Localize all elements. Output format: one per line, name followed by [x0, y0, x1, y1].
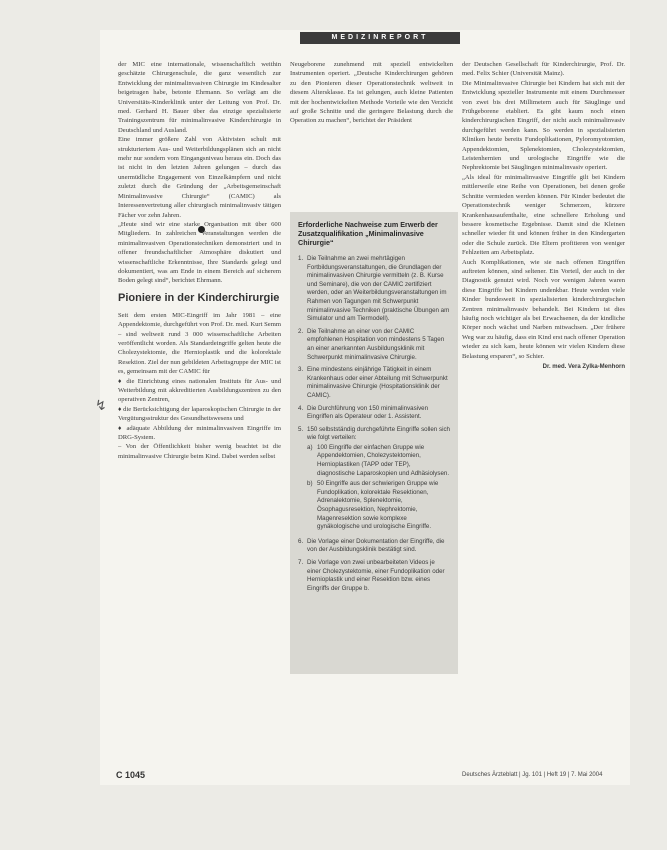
handwritten-mark: ↯	[95, 398, 107, 414]
item-text: Die Vorlage von zwei unbearbeiteten Videos je einer Cholezystektomie, einer Fundoplikation oder Hernioplastik und einer Resektion bzw. eines Eingriffs der Gruppe b.	[307, 559, 445, 592]
item-text: Eine mindestens einjährige Tätigkeit in einem Krankenhaus oder einer Abteilung mit Schwerpunkt minimalinvasive Chirurgie (Hospitationsklinik der CAMIC).	[307, 366, 448, 399]
list-item	[298, 559, 450, 593]
sub-item-text: 100 Eingriffe der einfachen Gruppe wie Appendektomien, Cholezystektomien, Hernioplastiken (TAPP oder TEP), diagnostische Laparoskopien und Adhäsiolysen.	[317, 443, 450, 477]
sub-item-letter: b)	[307, 480, 313, 488]
item-text: Die Durchführung von 150 minimalinvasiven Eingriffen als Operateur oder 1. Assistent.	[307, 404, 429, 421]
item-text: Die Vorlage einer Dokumentation der Eingriffe, die von der Ausbildungsklinik bestätigt sind.	[307, 537, 445, 554]
bullet-item: ♦ die Einrichtung eines nationalen Instituts für Aus- und Weiterbildung mit akkreditierten Ausbildungszentren zu den operativen Zentren,	[118, 377, 281, 404]
paragraph: „Als ideal für minimalinvasive Eingriffe gilt bei Kindern mittlerweile eine Reihe von Operationen, bei denen große Schnitte vermieden werden können. Für Kinder bedeutet die Operationstechnik weniger Schmerzen, kürzere Krankenhausaufenthalte, eine schnellere Erholung und bessere kosmetische Ergebnisse. Damit sind die Kleinen schneller wieder fit und können früher in den Kindergarten oder die Schule zurück. Die Eltern profitieren von weniger Fehlzeiten am Arbeitsplatz.	[462, 173, 625, 257]
sub-item	[307, 480, 450, 532]
paragraph: Seit dem ersten MIC-Eingriff im Jahr 1981 – eine Appendektomie, durchgeführt von Prof. Dr. med. Kurt Semm – sind weltweit rund 3 000 wissenschaftliche Arbeiten veröffentlicht worden. Als Standardeingriffe gelten heute die Cholezystektomie, die Hernioplastik und die kolorektale Resektion. Ziel der nun gebildeten Arbeitsgruppe der MIC ist es, gemeinsam mit der CAMIC für	[118, 311, 281, 376]
sub-item-letter: a)	[307, 443, 313, 451]
item-text: Die Teilnahme an zwei mehrtägigen Fortbildungsveranstaltungen, die Grundlagen der minimalinvasiven Chirurgie vermitteln (z. B. Kurse und Seminare), die von der CAMIC zertifiziert werden, oder an Weiterbildungsveranstaltungen im Rahmen von Tagungen mit Schwerpunkt minimalinvasive Techniken (praktische Übungen am Simulator und am Tiermodell).	[307, 255, 450, 323]
column-1	[118, 60, 281, 780]
bullet-item: ♦ adäquate Abbildung der minimalinvasiven Eingriffe im DRG-System.	[118, 424, 281, 442]
item-text: 150 selbstständig durchgeführte Eingriffe sollen sich wie folgt verteilen:	[307, 425, 450, 442]
item-number: 5.	[298, 425, 304, 433]
section-heading: Pioniere in der Kinderchirurgie	[118, 291, 280, 304]
list-item	[298, 366, 450, 400]
requirements-list	[298, 255, 450, 593]
sub-item-text: 50 Eingriffe aus der schwierigen Gruppe wie Fundoplikation, kolorektale Resektionen, Adrenalektomie, Splenektomie, Ösophagusresektion, Nephrektomie, Magenresektion sowie komplexe gynäkologische und urologische Eingriffe.	[317, 480, 439, 531]
list-item	[298, 328, 450, 362]
bullet-item: ♦ die Berücksichtigung der laparoskopischen Chirurgie in der Vergütungsstruktur des Gesundheitswesens und	[118, 405, 281, 423]
journal-citation: Deutsches Ärzteblatt | Jg. 101 | Heft 19 | 7. Mai 2004	[462, 772, 603, 778]
list-item	[298, 255, 450, 324]
sub-item	[307, 444, 450, 478]
paragraph: Die Minimalinvasive Chirurgie bei Kindern hat sich mit der Entwicklung spezieller Instrumente mit einem Durchmesser von zwei bis drei Millimetern auch für Säuglinge und Frühgeborene etabliert. Es gibt kaum noch einen kinderchirurgischen Eingriff, der nicht auch minimalinvasiv durchgeführt werden kann. So werden in spezialisierten Kliniken heute bereits Fundoplikationen, Pyloromyotomien, Appendektomien, Splenektomien, Cholezystektomien, Leistenhernien und urologische Eingriffe wie die Nephrektomie bei Säuglingen minimalinvasiv operiert.	[462, 79, 625, 172]
item-number: 2.	[298, 327, 304, 335]
page-number: C 1045	[116, 770, 146, 780]
paragraph: „Heute sind wir eine starke Organisation mit über 600 Mitgliedern. In zahlreichen Veranstaltungen werden die minimalinvasiven Operationstechniken demonstriert und in offener freundschaftlicher Atmosphäre diskutiert und wissenschaftliche Erkenntnisse, Ihre Standards gelegt und dokumentiert, was am Ende in einem Bereich auf sicherem Boden gelegt sind“, berichtet Ehrmann.	[118, 220, 281, 285]
paragraph: der Deutschen Gesellschaft für Kinderchirurgie, Prof. Dr. med. Felix Schier (Universität Mainz).	[462, 61, 625, 78]
info-box-title: Erforderliche Nachweise zum Erwerb der Zusatzqualifikation „Minimalinvasive Chirurgie“	[298, 220, 438, 247]
paragraph: Auch Komplikationen, wie sie nach offenen Eingriffen auftreten können, sind seltener. Ein Vorteil, der auch in der Diagnostik genutzt wird. Noch vor wenigen Jahren waren diese Eingriffe bei Kindern undenkbar. Heute werden viele Kinder bundesweit in spezialisierten kinderchirurgischen Zentren minimalinvasiv behandelt. Bei Kindern ist dies häufig noch wichtiger als bei Erwachsenen, da der kindliche Körper noch wächst und Narben mitwachsen. „Der frühere Weg war zu häufig, dass ein Kind erst nach offener Operation wieder zu sich kam, heute können wir vielen Kindern diese Belastung ersparen“, so Schier.	[462, 258, 625, 360]
author-byline: Dr. med. Vera Zylka-Menhorn	[542, 364, 625, 370]
paragraph: der MIC eine internationale, wissenschaftlich weithin geschätzte Chirurgenschule, die ganz wesentlich zur Entwicklung der minimalinvasiven Chirurgie im Kindesalter beigetragen habe, betonte Ehrmann. So verlägt am die Universitäts-Kinderklinik unter der Leitung von Prof. Dr. med. Gerhard H. Bauer über das einzige spezialisierte Trainingszentrum für minimalinvasive Kinderchirurgie in Deutschland und Ausland.	[118, 61, 281, 134]
list-item	[298, 538, 450, 555]
item-text: Die Teilnahme an einer von der CAMIC empfohlenen Hospitation von mindestens 5 Tagen an einer anerkannten Ausbildungsklinik mit Schwerpunkt minimalinvasive Chirurgie.	[307, 327, 445, 361]
item-number: 3.	[298, 366, 304, 374]
list-item	[298, 426, 450, 534]
paragraph: – Von der Öffentlichkeit bisher wenig beachtet ist die minimalinvasive Chirurgie beim Kind. Dabei werden selbst	[118, 443, 281, 460]
list-item	[298, 405, 450, 422]
item-number: 7.	[298, 559, 304, 566]
section-header: MEDIZINREPORT	[300, 32, 460, 44]
sub-list	[298, 444, 450, 534]
item-number: 1.	[298, 255, 304, 262]
info-box	[290, 212, 458, 674]
paragraph: Neugeborene zunehmend mit speziell entwickelten Instrumenten operiert. „Deutsche Kinderchirurgen gehören zu den Pionieren dieser Operationstechnik weltweit in diesem Altersklasse. Es ist gelungen, auch kleine Patienten mit der hochentwickelten Methode Vorteile wie den Verzicht auf große Schnitte und die geringere Belastung durch die Operation zu machen“, berichtet der Präsident	[290, 61, 453, 125]
item-number: 6.	[298, 537, 304, 545]
column-3	[462, 60, 625, 780]
column-2	[290, 60, 453, 220]
paragraph: Eine immer größere Zahl von Aktivisten schult mit strukturiertem Aus- und Weiterbildungsplänen sich an nicht mehr nur sondern vom Eingangsniveau heraus ein. Doch das ist nicht in den letzten Jahren gelungen – durch das unermüdliche Engagement von Einzelkämpfern und nicht zuletzt durch die Gründung der „Arbeitsgemeinschaft Minimalinvasive Chirurgie“ (CAMIC) als Interessenvertretung aller chirurgisch minimalinvasiv tätigen Fächer vor zehn Jahren.	[118, 136, 281, 219]
item-number: 4.	[298, 404, 304, 412]
